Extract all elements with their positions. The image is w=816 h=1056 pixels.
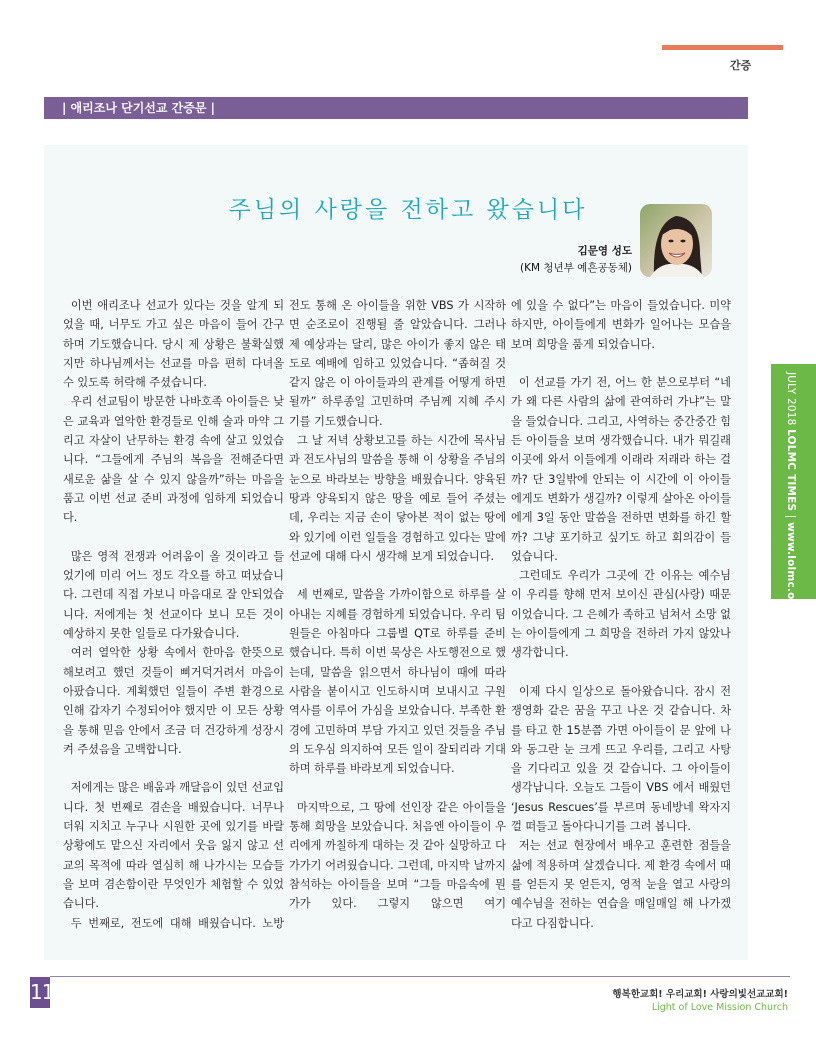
article-paragraph: 우리 선교팀이 방문한 나바호족 아이들은 낮은 교육과 열악한 환경들로 인해 술과 마약 그리고 자살이 난무하는 환경 속에 살고 있었습니다. “그들에게 주님의 복음을 전해준다면 새로운 삶을 살 수 있지 않을까”하는 마음을 품고 이번 선교 준비 과정에 임하게 되었습니다. xyxy=(63,395,284,525)
article-paragraph: 세 번째로, 말씀을 가까이함으로 하루를 살아내는 지혜를 경험하게 되었습니다. 우리 팀원들은 아침마다 그룹별 QT로 하루를 준비했습니다. 특히 이번 묵상은 사도행전으로 했는데, 말씀을 읽으면서 하나님이 때에 따라 사람을 붙이시고 인도하시며 보내시고 구원 역사를 이루어 가심을 보았습니다. 부족한 환경에 고민하며 부담 가지고 있던 것들을 주님의 도우심 의지하여 모든 일이 잘되리라 기대하며 하루를 바라보게 되었습니다. xyxy=(289,588,506,776)
publication-name: LOLMC TIMES xyxy=(785,429,797,512)
author-photo xyxy=(640,204,712,277)
footer-divider xyxy=(50,976,790,977)
article-paragraph: 이제 다시 일상으로 돌아왔습니다. 잠시 전쟁영화 같은 꿈을 꾸고 나온 것 같습니다. 차를 타고 한 15분쯤 가면 아이들이 문 앞에 나와 동그란 눈 크게 뜨고 우리를, 그리고 사탕을 기다리고 있을 것 같습니다. 그 아이들이 생각납니다. 오늘도 그들이 VBS 에서 배웠던 ‘Jesus Rescues’를 부르며 동네방네 왁자지껄 떠들고 돌아다니기를 그려 봅니다. xyxy=(511,684,731,834)
paragraph-gap xyxy=(63,528,284,547)
article-paragraph: 그 날 저녁 상황보고를 하는 시간에 목사님과 전도사님의 말씀을 통해 이 상황을 주님의 눈으로 바라보는 방향을 배웠습니다. 양육된 땅과 양육되지 않은 땅을 예로 들어 주셨는데, 우리는 지금 손이 닿아본 적이 없는 땅에 와 있기에 이런 일들을 경험하고 있다는 말에 선교에 대해 다시 생각해 보게 되었습니다. xyxy=(289,434,506,563)
paragraph-gap xyxy=(289,566,506,585)
article-column-1 xyxy=(63,296,284,933)
issue-banner xyxy=(785,372,797,613)
article-paragraph: 에 있을 수 없다”는 마음이 들었습니다. 미약하지만, 아이들에게 변화가 일어나는 모습을 보며 희망을 품게 되었습니다. xyxy=(511,299,731,351)
paragraph-gap xyxy=(289,778,506,797)
article-paragraph: 이 선교를 가기 전, 어느 한 분으로부터 “네가 왜 다른 사람의 삶에 관여하러 가냐”는 말을 들었습니다. 그리고, 사역하는 중간중간 힘든 아이들을 보며 생각했습니다. 내가 뭐길래 이곳에 와서 이들에게 이래라 저래라 하는 걸까? 단 3일밖에 안되는 이 시간에 이 아이들에게도 변화가 생길까? 이렇게 살아온 아이들에게 3일 동안 말씀을 전하면 변화를 하긴 할까? 그냥 포기하고 싶기도 하고 회의감이 들었습니다. xyxy=(511,376,731,563)
footer-church-name: Light of Love Mission Church xyxy=(651,1002,788,1013)
article-paragraph: 이번 애리조나 선교가 있다는 것을 알게 되었을 때, 너무도 가고 싶은 마음이 들어 간구하며 기도했습니다. 당시 제 상황은 불확실했지만 하나님께서는 선교를 마음 편히 다녀올 수 있도록 허락해 주셨습니다. xyxy=(63,299,284,390)
article-paragraph: 그런데도 우리가 그곳에 간 이유는 예수님이 우리를 향해 먼저 보이신 관심(사랑) 때문이었습니다. 그 은혜가 족하고 넘쳐서 소망 없는 아이들에게 그 희망을 전하러 가지 않았나 생각합니다. xyxy=(511,569,731,660)
website-link[interactable]: www.lolmc.org xyxy=(785,522,797,613)
paragraph-gap xyxy=(63,759,284,778)
article-column-2 xyxy=(289,296,506,914)
author-byline xyxy=(520,243,632,277)
article-paragraph: 많은 영적 전쟁과 어려움이 올 것이라고 들었기에 미리 어느 정도 각오를 하고 떠났습니다. 그런데 직접 가보니 마음대로 잘 안되었습니다. 저에게는 첫 선교이다 보니 모든 것이 예상하지 못한 일들로 다가왔습니다. xyxy=(63,549,284,641)
author-affiliation: (KM 청년부 예흔공동체) xyxy=(520,262,632,274)
article-paragraph: 여러 열악한 상황 속에서 한마음 한뜻으로 해보려고 했던 것들이 삐거덕거려서 마음이 아팠습니다. 계획했던 일들이 주변 환경으로 인해 갑자기 수정되어야 했지만 이 모든 상황을 통해 믿음 안에서 조금 더 건강하게 성장시켜 주셨음을 고백합니다. xyxy=(63,646,284,756)
separator: | xyxy=(785,511,797,523)
article-paragraph: 두 번째로, 전도에 대해 배웠습니다. 노방 xyxy=(70,916,284,930)
article-paragraph: 전도 통해 온 아이들을 위한 VBS 가 시작하면 순조로이 진행될 줄 알았습니다. 그러나 제 예상과는 달리, 많은 아이가 좋지 않은 태도로 예배에 임하고 있었습니다. “좁혀질 것 같지 않은 이 아이들과의 관계를 어떻게 하면 될까” 하루종일 고민하며 주님께 지혜 주시기를 기도했습니다. xyxy=(289,299,506,428)
article-title: 주님의 사랑을 전하고 왔습니다 xyxy=(228,197,588,224)
category-banner: | 애리조나 단기선교 간증문 | xyxy=(44,97,748,119)
issue-date: JULY 2018 xyxy=(785,372,797,430)
article-paragraph: 저는 선교 현장에서 배우고 훈련한 점들을 삶에 적용하며 살겠습니다. 제 환경 속에서 때를 얻든지 못 얻든지, 영적 눈을 열고 사랑의 예수님을 전하는 연습을 매일매일 해 나가겠다고 다짐합니다. xyxy=(511,839,731,930)
section-tag: 간증 xyxy=(730,59,752,72)
page-number: 11 xyxy=(30,977,50,1008)
article-paragraph: 마지막으로, 그 땅에 선인장 같은 아이들을 통해 희망을 보았습니다. 처음엔 아이들이 우리에게 까칠하게 대하는 것 같아 실망하고 다가가기 어려웠습니다. 그런데, 마지막 날까지 참석하는 아이들을 보며 “그들 마음속에 뭔가가 있다. 그렇지 않으면 여기 xyxy=(289,800,506,911)
paragraph-gap xyxy=(511,354,731,373)
paragraph-gap xyxy=(511,663,731,682)
article-paragraph: 저에게는 많은 배움과 깨달음이 있던 선교입니다. 첫 번째로 겸손을 배웠습니다. 너무나 더워 지치고 누구나 시원한 곳에 있기를 바랄 상황에도 맡으신 자리에서 웃음 잃지 않고 선교의 목적에 따라 열심히 해 나가시는 모습들을 보며 겸손함이란 무엇인가 체험할 수 있었습니다. xyxy=(63,781,284,911)
footer-slogan: 행복한교회! 우리교회! 사랑의빛선교교회! xyxy=(612,989,788,1000)
author-name: 김문영 성도 xyxy=(577,245,632,257)
article-column-3 xyxy=(511,296,731,933)
top-accent-bar xyxy=(662,45,783,50)
